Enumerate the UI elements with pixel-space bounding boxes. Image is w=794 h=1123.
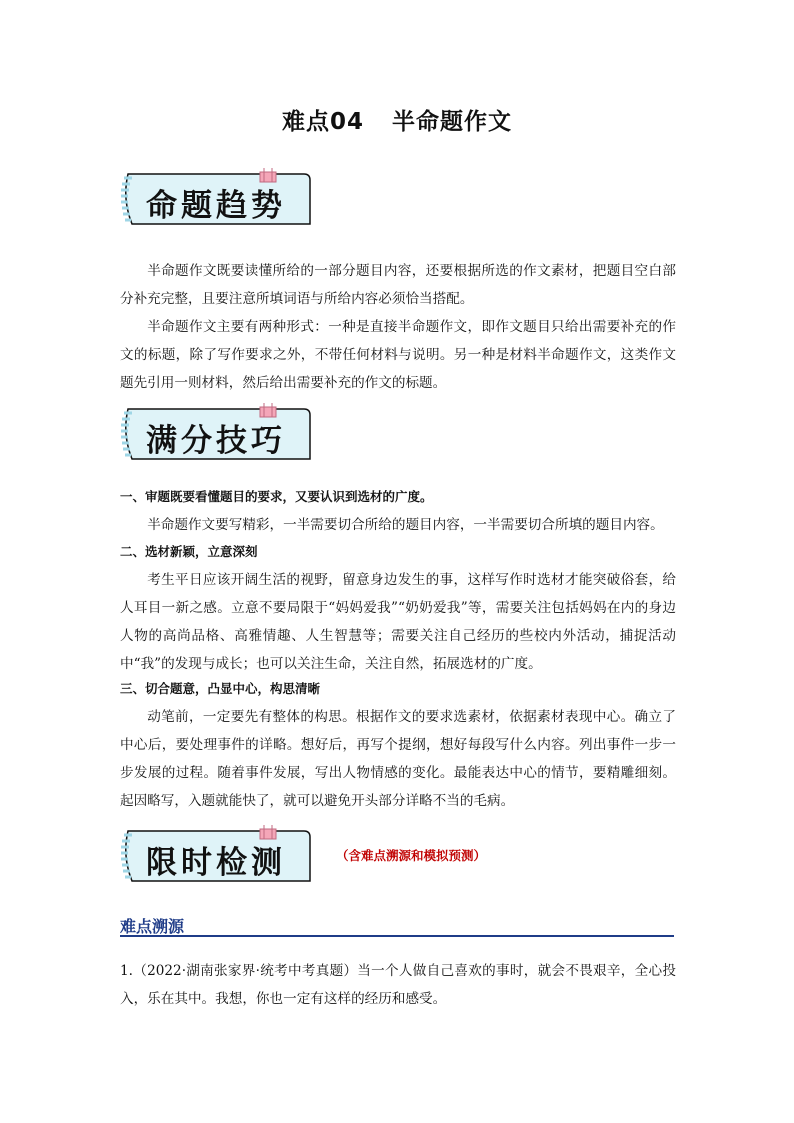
source-section-title: 难点溯源 (120, 917, 185, 936)
title-number: 难点04 (281, 109, 364, 135)
trend-paragraph-1: 半命题作文既要读懂所给的一部分题目内容，还要根据所选的作文素材，把题目空白部分补充完整，且要注意所填词语与所给内容必须恰当搭配。 (120, 263, 676, 307)
banner-test (118, 825, 314, 887)
title-topic: 半命题作文 (392, 109, 512, 135)
section-divider (120, 935, 674, 937)
banner-label: 限时检测 (146, 845, 286, 881)
skill-body-3: 动笔前，一定要先有整体的构思。根据作文的要求选素材，依据素材表现中心。确立了中心后，要处理事件的详略。想好后，再写个提纲，想好每段写什么内容。列出事件一步一步发展的过程。随着事件发展，写出人物情感的变化。最能表达中心的情节，要精雕细刻。起因略写，入题就能快了，就可以避免开头部分详略不当的毛病。 (120, 709, 676, 809)
trend-paragraph-2: 半命题作文主要有两种形式：一种是直接半命题作文，即作文题目只给出需要补充的作文的标题，除了写作要求之外，不带任何材料与说明。另一种是材料半命题作文，这类作文题先引用一则材料，然后给出需要补充的作文的标题。 (120, 319, 676, 391)
test-scope-note: （含难点溯源和模拟预测） (336, 848, 487, 863)
page-title (0, 103, 794, 136)
skill-body-2: 考生平日应该开阔生活的视野，留意身边发生的事，这样写作时选材才能突破俗套，给人耳目一新之感。立意不要局限于“妈妈爱我”“奶奶爱我”等，需要关注包括妈妈在内的身边人物的高尚品格、高雅情趣、人生智慧等；需要关注自己经历的些校内外活动，捕捉活动中“我”的发现与成长；也可以关注生命，关注自然，拓展选材的广度。 (120, 572, 676, 672)
question-1: 1.（2022·湖南张家界·统考中考真题）当一个人做自己喜欢的事时，就会不畏艰辛，全心投入，乐在其中。我想，你也一定有这样的经历和感受。 (120, 963, 676, 1007)
banner-skills (118, 403, 314, 465)
skill-heading-1: 一、审题既要看懂题目的要求，又要认识到选材的广度。 (120, 489, 433, 504)
banner-label: 满分技巧 (146, 423, 286, 459)
skill-heading-2: 二、选材新颖，立意深刻 (120, 544, 258, 559)
banner-label: 命题趋势 (146, 188, 286, 224)
banner-trend (118, 168, 314, 230)
skill-body-1: 半命题作文要写精彩，一半需要切合所给的题目内容，一半需要切合所填的题目内容。 (147, 517, 664, 533)
skill-heading-3: 三、切合题意，凸显中心，构思清晰 (120, 681, 321, 696)
